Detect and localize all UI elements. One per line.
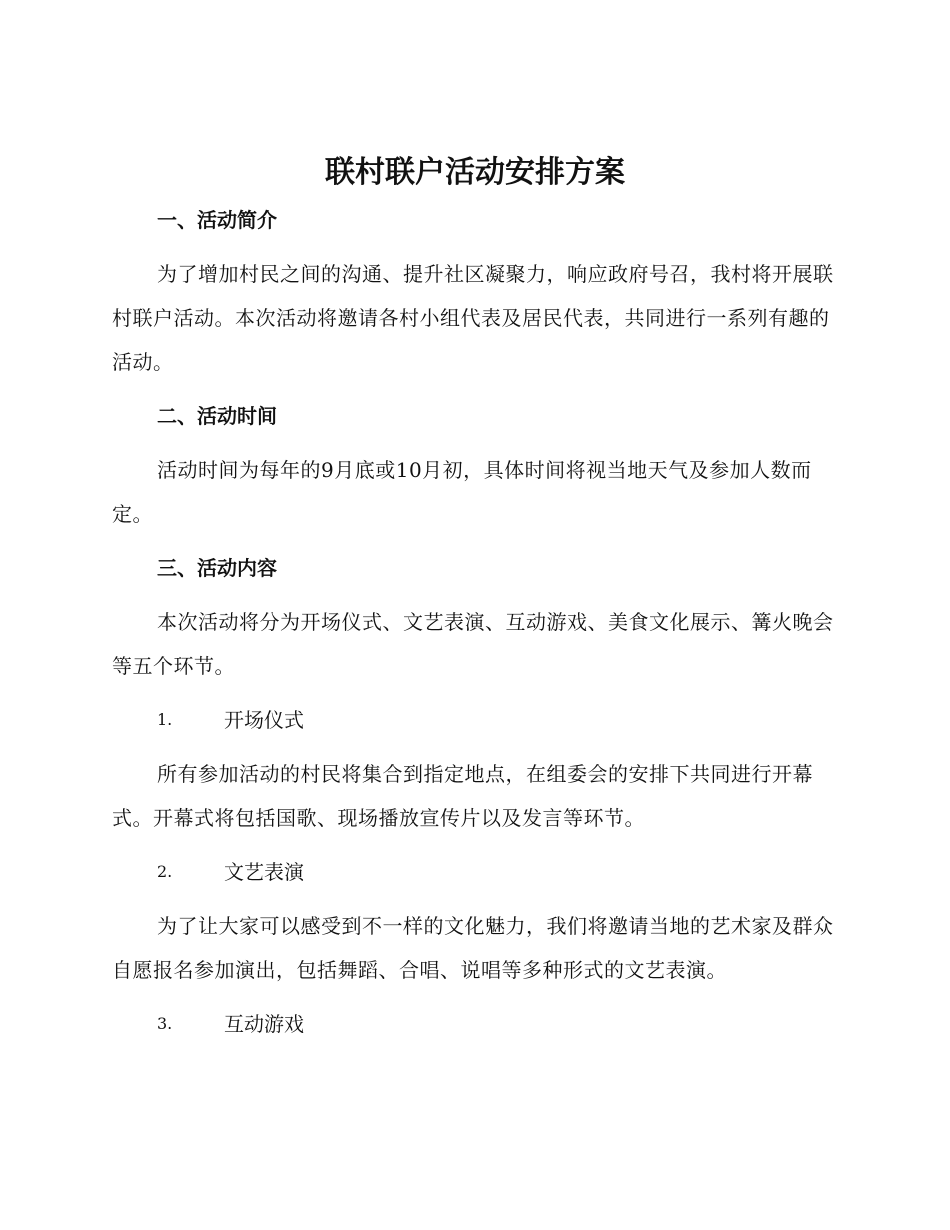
list-label: 文艺表演 [224, 860, 304, 884]
list-label: 互动游戏 [224, 1012, 304, 1036]
list-item-2 [112, 848, 838, 896]
intro-paragraph: 为了增加村民之间的沟通、提升社区凝聚力，响应政府号召，我村将开展联村联户活动。本次活动将邀请各村小组代表及居民代表，共同进行一系列有趣的活动。 [112, 262, 834, 374]
section-heading-intro: 一、活动简介 [157, 208, 277, 232]
list-number: 3. [157, 1014, 173, 1033]
time-paragraph: 活动时间为每年的9月底或10月初，具体时间将视当地天气及参加人数而定。 [112, 458, 812, 526]
list-number: 1. [157, 710, 173, 729]
document-title: 联村联户活动安排方案 [325, 155, 625, 190]
section-heading-content: 三、活动内容 [157, 556, 277, 580]
list-item-1 [112, 696, 838, 744]
list-item-2-paragraph: 为了让大家可以感受到不一样的文化魅力，我们将邀请当地的艺术家及群众自愿报名参加演出，包括舞蹈、合唱、说唱等多种形式的文艺表演。 [112, 914, 834, 982]
list-number: 2. [157, 862, 173, 881]
list-item-3 [112, 1000, 838, 1048]
list-label: 开场仪式 [224, 708, 304, 732]
content-paragraph: 本次活动将分为开场仪式、文艺表演、互动游戏、美食文化展示、篝火晚会等五个环节。 [112, 610, 834, 678]
document-body [112, 150, 838, 1048]
list-item-1-paragraph: 所有参加活动的村民将集合到指定地点，在组委会的安排下共同进行开幕式。开幕式将包括国歌、现场播放宣传片以及发言等环节。 [112, 762, 813, 830]
section-heading-time: 二、活动时间 [157, 404, 277, 428]
